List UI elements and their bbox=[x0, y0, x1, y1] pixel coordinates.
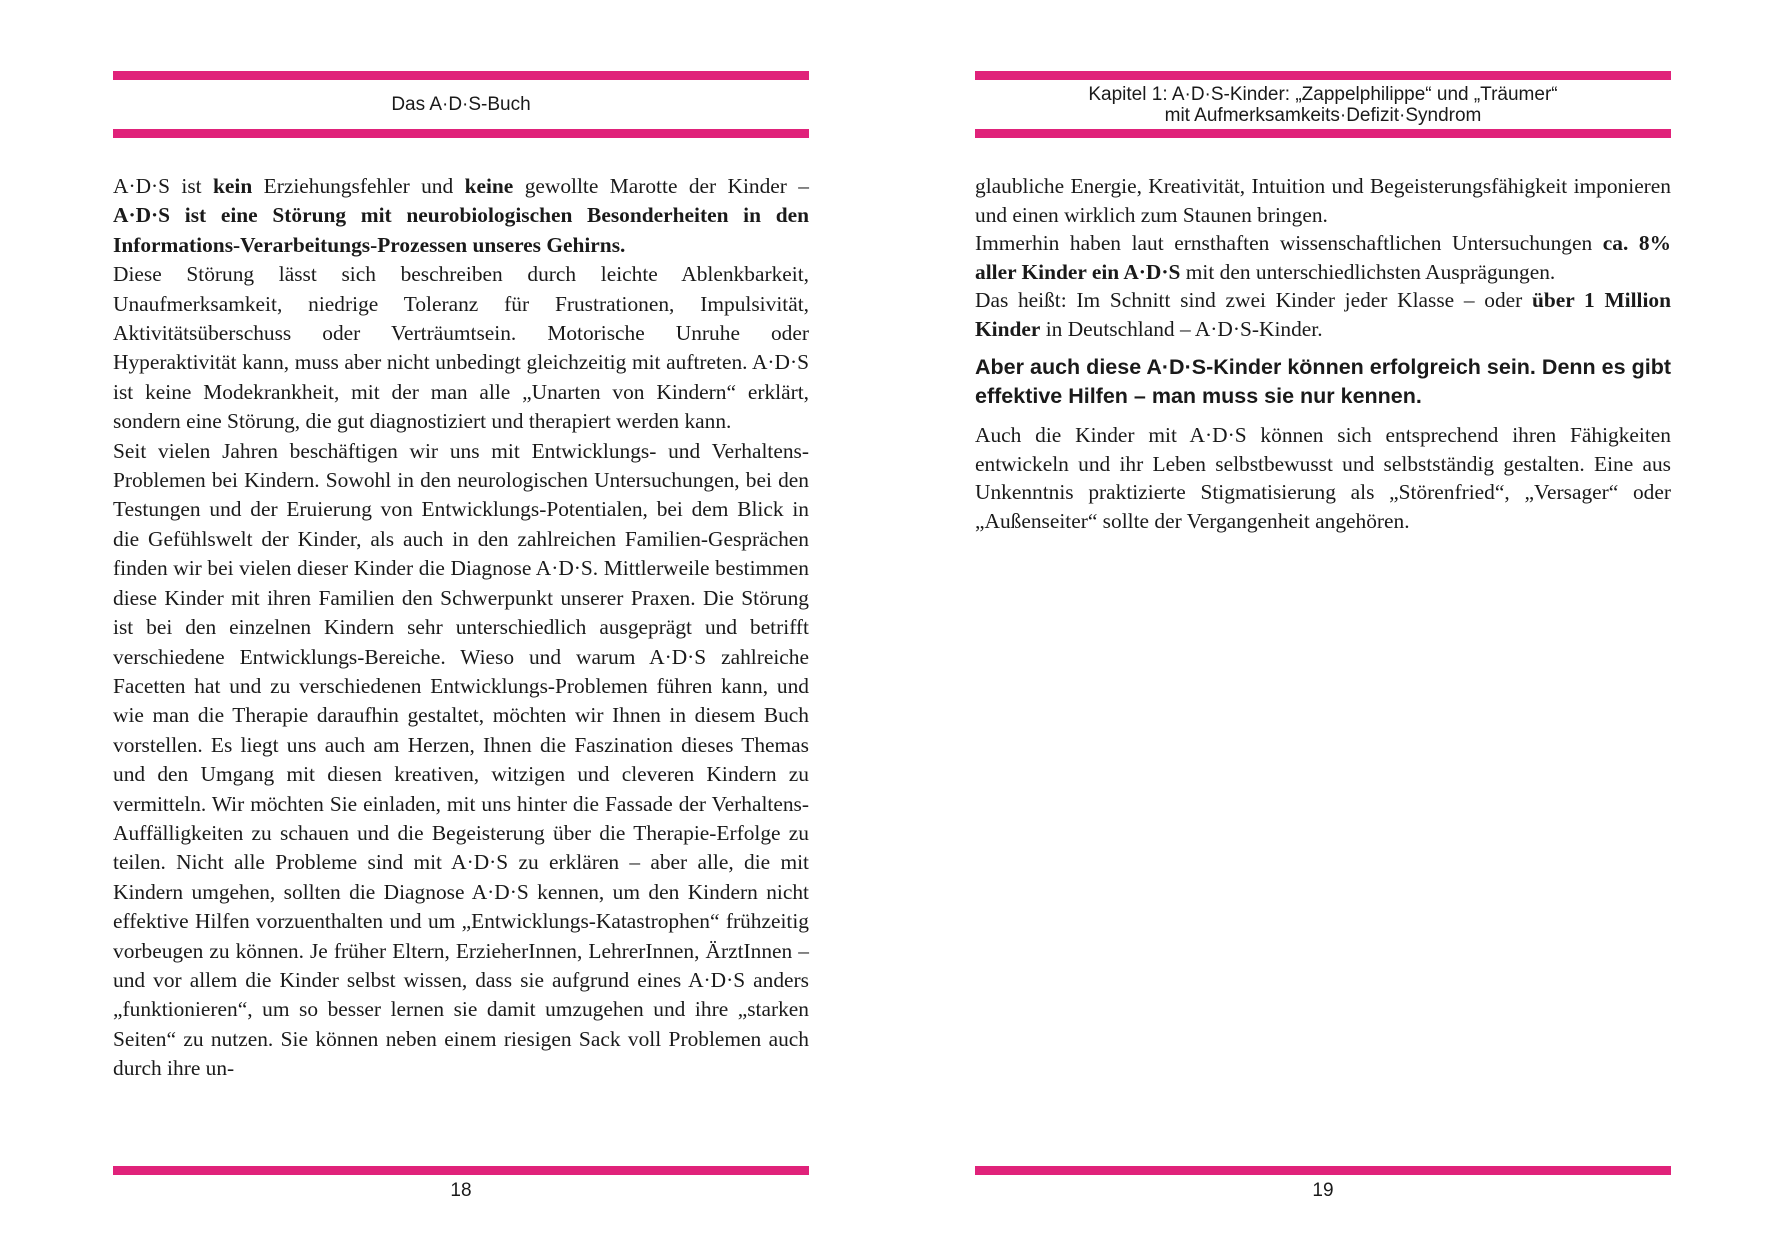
header-top-rule bbox=[975, 71, 1671, 80]
right-page bbox=[975, 0, 1671, 1258]
paragraph-experience: Seit vielen Jahren beschäftigen wir uns mit Entwicklungs- und Verhaltens-Problemen bei Kindern. Sowohl in den neurologischen Untersuchungen, bei den Testungen und der Eruierung von Entwicklungs-Potentialen, bei dem Blick in die Gefühlswelt der Kinder, als auch in den zahlreichen Familien-Gesprächen finden wir bei vielen dieser Kinder die Diagnose A·D·S. Mittlerweile bestimmen diese Kinder mit ihren Familien den Schwerpunkt unserer Praxen. Die Störung ist bei den einzelnen Kindern sehr unterschiedlich ausgeprägt und betrifft verschiedene Entwicklungs-Bereiche. Wieso und warum A·D·S zahlreiche Facetten hat und zu verschiedenen Entwicklungs-Problemen führen kann, und wie man die Therapie daraufhin gestaltet, möchten wir Ihnen in diesem Buch vorstellen. Es liegt uns auch am Herzen, Ihnen die Faszination dieses Themas und den Umgang mit diesen kreativen, witzigen und cleveren Kindern zu vermitteln. Wir möchten Sie einladen, mit uns hinter die Fassade der Verhaltens-Auffälligkeiten zu schauen und die Begeisterung über die Therapie-Erfolge zu teilen. Nicht alle Probleme sind mit A·D·S zu erklären – aber alle, die mit Kindern umgehen, sollten die Diagnose A·D·S kennen, um den Kindern nicht effektive Hilfen vorzuenthalten und um „Entwicklungs-Katastrophen“ frühzeitig vorbeugen zu können. Je früher Eltern, ErzieherInnen, LehrerInnen, ÄrztInnen – und vor allem die Kinder selbst wissen, dass sie aufgrund eines A·D·S anders „funktionieren“, um so besser lernen sie damit umzugehen und ihre „starken Seiten“ zu nutzen. Sie können neben einem riesigen Sack voll Problemen auch durch ihre un- bbox=[113, 438, 809, 1081]
footer-rule bbox=[975, 1166, 1671, 1175]
page-number: 18 bbox=[450, 1180, 472, 1201]
bold-text: A·D·S ist eine Störung mit neurobiologischen Besonderheiten in den Informations-Verarbeitungs-Prozessen unseres Gehirns. bbox=[113, 203, 809, 257]
page-number: 19 bbox=[1312, 1180, 1334, 1201]
body-text bbox=[113, 172, 809, 1084]
text-run: Immerhin haben laut ernsthaften wissenschaftlichen Untersuchungen bbox=[975, 231, 1603, 255]
bold-text: keine bbox=[464, 174, 514, 198]
bold-text: über 1 Million Kinder bbox=[975, 288, 1672, 341]
bold-text: ca. 8% aller Kinder ein A·D·S bbox=[975, 231, 1671, 284]
header-bottom-rule bbox=[975, 129, 1671, 138]
running-head bbox=[113, 80, 809, 129]
paragraph-per-class bbox=[975, 286, 1671, 343]
bold-text: kein bbox=[213, 174, 253, 198]
text-run: in Deutschland – A·D·S-Kinder. bbox=[1040, 316, 1323, 341]
callout-highlight: Aber auch diese A·D·S-Kinder können erfolgreich sein. Denn es gibt effektive Hilfen – man muss sie nur kennen. bbox=[975, 355, 1671, 408]
paragraph-continuation: glaubliche Energie, Kreativität, Intuition und Begeisterungsfähigkeit imponieren und einen wirklich zum Staunen bringen. bbox=[975, 174, 1671, 227]
text-run: Erziehungsfehler und bbox=[252, 174, 465, 198]
paragraph-description: Diese Störung lässt sich beschreiben durch leichte Ablenkbarkeit, Unaufmerksamkeit, niedrige Toleranz für Frustrationen, Impulsivität, Aktivitätsüberschuss oder Verträumtsein. Motorische Unruhe oder Hyperaktivität kann, muss aber nicht unbedingt gleichzeitig mit auftreten. A·D·S ist keine Modekrankheit, mit der man alle „Unarten von Kindern“ erklärt, sondern eine Störung, die gut diagnostiziert und therapiert werden kann. bbox=[113, 262, 809, 434]
paragraph-intro bbox=[113, 172, 809, 260]
running-head-subtitle: mit Aufmerksamkeits·Defizit·Syndrom bbox=[1164, 104, 1482, 126]
text-run: gewollte Marotte der Kinder – bbox=[513, 174, 809, 198]
text-run: Das heißt: Im Schnitt sind zwei Kinder jeder Klasse – oder bbox=[975, 288, 1532, 312]
body-text bbox=[975, 172, 1671, 535]
footer-rule bbox=[113, 1166, 809, 1175]
paragraph-conclusion: Auch die Kinder mit A·D·S können sich entsprechend ihren Fähigkeiten entwickeln und ihr Leben selbstbewusst und selbstständig gestalten. Eine aus Unkenntnis praktizierte Stigmatisierung als „Störenfried“, „Versager“ oder „Außenseiter“ sollte der Vergangenheit angehören. bbox=[975, 423, 1671, 533]
paragraph-statistics bbox=[975, 229, 1671, 286]
left-page bbox=[113, 0, 809, 1258]
text-run: A·D·S ist bbox=[113, 174, 214, 198]
header-bottom-rule bbox=[113, 129, 809, 138]
text-run: mit den unterschiedlichsten Ausprägungen. bbox=[1180, 259, 1556, 284]
running-head bbox=[975, 80, 1671, 129]
running-head-chapter: Kapitel 1: A·D·S-Kinder: „Zappelphilippe“ und „Träumer“ bbox=[1088, 83, 1558, 105]
header-top-rule bbox=[113, 71, 809, 80]
running-head-title: Das A·D·S-Buch bbox=[391, 94, 531, 115]
